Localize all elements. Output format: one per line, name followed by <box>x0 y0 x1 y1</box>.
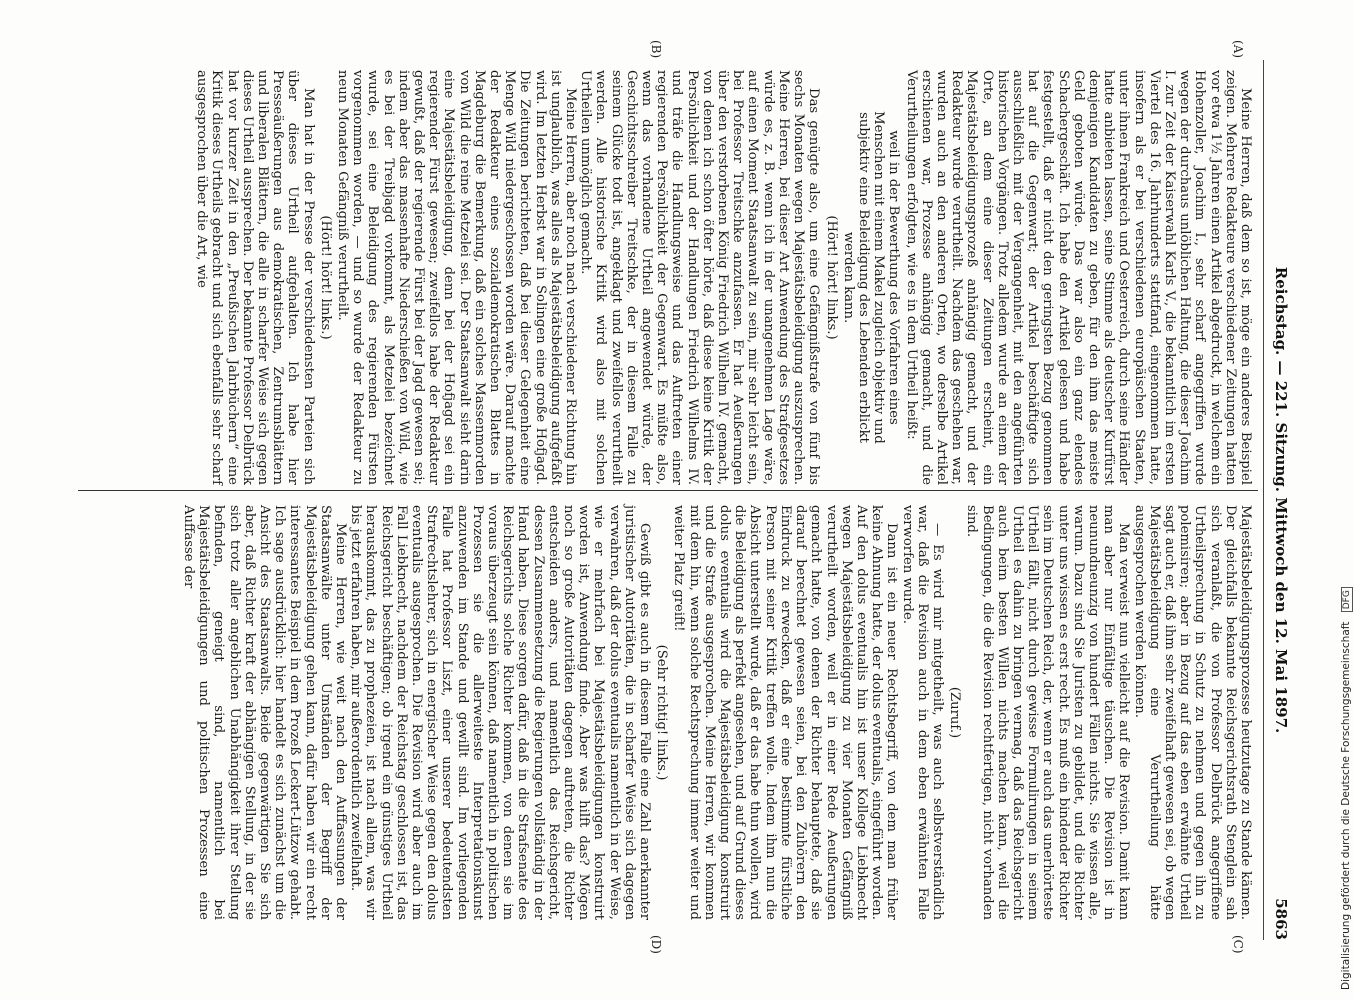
digitization-footer <box>1340 30 1353 990</box>
interjection: (Hört! hört! links.) <box>823 215 839 340</box>
paragraph: Dann ist ein neuer Rechtsbegriff, von dem man früher keine Ahnung hatte, der dolus eventualis, eingeführt worden. Auf den dolus eventualis hin ist unser Kollege Liebknecht wegen Majestätsbeleidigung zu vier Monaten Gefängniß verurtheilt worden, weil er in einer Rede Aeußerungen gemacht hatte, von denen der Richter behauptete, daß sie darauf berechnet gewesen seien, bei den Zuhörern den Eindruck zu erwecken, daß er eine bestimmte fürstliche Person mit seiner Kritik treffen wolle. Indem ihm nun die Absicht unterstellt wurde, daß er das habe thun wollen, wird die Beleidigung als perfekt angesehen, und auf Grund dieses dolus eventualis wird die Majestätsbeleidigung konstruirt und die Strafe ausgesprochen. Meine Herren, wir kommen mit dem hin, wenn solche Rechtsprechung immer weiter und weiter Platz greift! <box>671 505 900 920</box>
interjection: (Sehr richtig! links.) <box>654 644 670 781</box>
header-title: Reichstag. — 221. Sitzung. Mittwoch den 12. Mai 1897. <box>1272 266 1290 734</box>
margin-marker-d: (D) <box>649 935 663 954</box>
paragraph: Meine Herren, daß dem so ist, möge ein anderes Beispiel zeigen. Mehrere Redakteure verschiedener Zeitungen hatten vor etwa 1½ Jahren einen Artikel abgedruckt, in welchem ein Hohenzoller, Joachim I., sehr scharf angegriffen wurde wegen der durchaus unlöblichen Haltung, die dieser Joachim I. zur Zeit der Kaiserwahl Karls V., die bekanntlich im ersten Viertel des 16. Jahrhunderts stattfand, eingenommen hatte, insofern als er bei verschiedenen europäischen Staaten, unter ihnen Frankreich und Oesterreich, durch seine Händler hatte anbieten lassen, seine Stimme als deutscher Kurfürst demjenigen Kandidaten zu geben, für den ihm das meiste Geld geboten würde. Das war also ein ganz elendes Schachergeschäft. Ich habe den Artikel gelesen und habe festgestellt, daß er nicht den geringsten Bezug genommen hat auf die Gegenwart; der Artikel beschäftigte sich ausschließlich mit der Vergangenheit, mit den angeführten historischen Vorgängen. Trotz alledem wurde an einem der Orte, an dem eine dieser Zeitungen erscheint, ein Majestätsbeleidigungsprozeß anhängig gemacht, und der Redakteur wurde verurtheilt. Nachdem das geschehen war, wurden auch an den anderen Orten, wo derselbe Artikel erschienen war, Prozesse anhängig gemacht, und die Verurtheilungen erfolgten, wie es in dem Urtheil heißt: <box>903 70 1253 485</box>
footer-text: Digitalisierung gefördert durch die Deutsche Forschungsgemeinschaft <box>1340 621 1352 990</box>
page-number: 5863 <box>1272 898 1290 940</box>
interjection: (Zuruf.) <box>947 686 963 739</box>
quotation: weil in der Bewerthung des Vorfahren eines Menschen mit einem Makel zugleich objektiv und subjektiv eine Beleidigung des Lebenden erblickt werden kann. <box>840 111 902 444</box>
paragraph: Man hat in der Presse der verschiedensten Parteien sich über dieses Urtheil aufgehalten. Ich habe hier Presseäußerungen aus demokratischen, Zentrumsblättern und liberalen Blättern, die alle in scharfer Weise sich gegen dieses Urtheil aussprechen. Der bekannte Professor Delbrück hat vor kurzer Zeit in den „Preußischen Jahrbüchern“ eine Kritik dieses Urtheils gebracht und sich ebenfalls sehr scharf ausgesprochen über die Art, wie <box>194 70 316 485</box>
paragraph: Meine Herren, aber noch nach verschiedener Richtung hin ist unglaublich, was alles als Majestätsbeleidigung aufgefaßt wird. Im letzten Herbst war in Solingen eine große Hofjagd. Die Zeitungen berichteten, daß bei dieser Gelegenheit eine Menge Wild niedergeschossen worden wäre. Darauf machte der Redakteur eines sozialdemokratischen Blattes in Magdeburg die Bemerkung, daß ein solches Massenmorden von Wild die reine Metzelei sei. Der Staatsanwalt sieht darin eine Majestätsbeleidigung, denn bei der Hofjagd sei ein regierender Fürst gewesen; zweifellos habe der Redakteur gewußt, daß der regierende Fürst bei der Jagd gewesen sei; indem aber das massenhafte Niederschießen von Wild, wie es bei der Treibjagd vorkommt, als Metzelei bezeichnet wurde, sei eine Beleidigung des regierenden Fürsten vorgenommen worden, — und so wurde der Redakteur zu neun Monaten Gefängniß verurtheilt. <box>335 70 579 485</box>
paragraph: — Es wird mir mitgetheilt, was auch selbstverständlich war, daß die Revision auch in dem eben erwähnten Falle verworfen wurde. <box>899 505 945 920</box>
margin-marker-c: (C) <box>1231 935 1245 954</box>
page-header <box>1263 60 1298 940</box>
interjection: (Hört! hört! links.) <box>317 215 333 340</box>
right-column <box>181 505 1253 920</box>
paragraph: Das genügte also, um eine Gefängnißstrafe von fünf bis sechs Monaten wegen Majestätsbeleidigung auszusprechen. Meine Herren, bei dieser Art Anwendung des Strafgesetzes würde es, z. B. wenn ich in der unangenehmen Lage wäre, auf einen Moment Staatsanwalt zu sein, mir sehr leicht sein, bei Professor Treitschke anzufassen. Er hat Aeußerungen über den verstorbenen König Friedrich Wilhelm IV. gemacht, von denen ich schon öfter hörte, daß diese keine Kritik der Persönlichkeit und der Handlungen Friedrich Wilhelms IV. und träfe die Handlungsweise und das Auftreten einer regierenden Persönlichkeit der Gegenwart. Es müßte also, wenn das vorhandene Urtheil angewendet würde, der Geschichtsschreiber Treitschke, der in diesem Falle zu seinem Glücke todt ist, angeklagt und zweifellos verurtheilt werden. Alle historische Kritik wird also mit solchen Urtheilen unmöglich gemacht. <box>578 70 822 485</box>
paragraph: Gewiß gibt es auch in diesem Falle eine Zahl anerkannter juristischer Autoritäten, die in scharfer Weise sich dagegen verwahren, daß der dolus eventualis namentlich in der Weise, wie er mehrfach bei Majestätsbeleidigungen konstruirt worden ist, Anwendung finde. Aber was hilft das? Mögen noch so große Autoritäten dagegen auftreten, die Richter entscheiden anders, und namentlich das Reichsgericht, dessen Zusammensetzung die Regierungen vollständig in der Hand haben. Diese sorgen dafür, daß in die Strafsenate des Reichsgerichts solche Richter kommen, von denen sie im voraus überzeugt sein können, daß namentlich in politischen Prozessen sie die allerweiteste Interpretationskunst anzuwenden im Stande und gewillt sind. Im vorliegenden Falle hat Professor Liszt, einer unserer bedeutendsten Strafrechtslehrer, sich in energischer Weise gegen den dolus eventualis ausgesprochen. Die Revision wird aber auch im Fall Liebknecht, nachdem der Reichstag geschlossen ist, das Reichsgericht beschäftigen; ob irgend ein günstiges Urtheil herauskommt, das zu prophezeien, ist nach allem, was wir bis jetzt erfahren haben, mir außerordentlich zweifelhaft. <box>348 505 653 920</box>
paragraph: Majestätsbeleidigungsprozesse heutzutage zu Stande kämen. Der gleichfalls bekannte Reichsgerichtsrath Stenglein sah sich veranlaßt, die von Professor Delbrück angegriffene Urtheilsprechung in Schutz zu nehmen und gegen ihn zu polemisiren; aber in Bezug auf das eben erwähnte Urtheil sagt auch er, daß ihm sehr zweifelhaft gewesen sei, ob wegen Majestätsbeleidigung eine Verurtheilung hätte ausgesprochen werden können. <box>1131 505 1253 920</box>
paragraph: Man verweist nun vielleicht auf die Revision. Damit kann man aber nur Einfältige täuschen. Die Revision ist in neunundneunzig von hundert Fällen nichts. Sie wissen alle, warum. Dazu sind Sie Juristen zu gebildet, und die Richter unter uns wissen es erst recht. Es muß ein bindender Richter sein im Deutschen Reich, der, wenn er auch das unerhörteste Urtheil fällt, nicht durch gewisse Formulirungen in seinem Urtheil es dahin zu bringen vermag, daß das Reichsgericht auch beim besten Willen nichts machen kann, weil die Bedingungen, die die Revision rechtfertigen, nicht vorhanden sind. <box>964 505 1132 920</box>
margin-marker-a: (A) <box>1231 40 1245 59</box>
dfg-logo: DFG <box>1341 587 1353 612</box>
paragraph: Meine Herren, wie weit nach den Auffassungen der Staatsanwälte unter Umständen der Begriff der Majestätsbeleidigung gehen kann, dafür haben wir ein recht interessantes Beispiel in dem Prozeß Leckert-Lützow gehabt. Ich sage ausdrücklich: hier handelt es sich zunächst um die Ansicht des Staatsanwalts. Beide gegenwärtigen Sie sich aber, daß Richter kraft der abhängigen Stellung, in der sie sich trotz aller angeblichen Unabhängigkeit ihrer Stellung befinden, geneigt sind, namentlich bei Majestätsbeleidigungen und politischen Prozessen eine Auffasse der <box>180 505 349 920</box>
column-divider <box>78 490 1258 491</box>
margin-marker-b: (B) <box>649 40 663 59</box>
left-column <box>194 70 1253 485</box>
